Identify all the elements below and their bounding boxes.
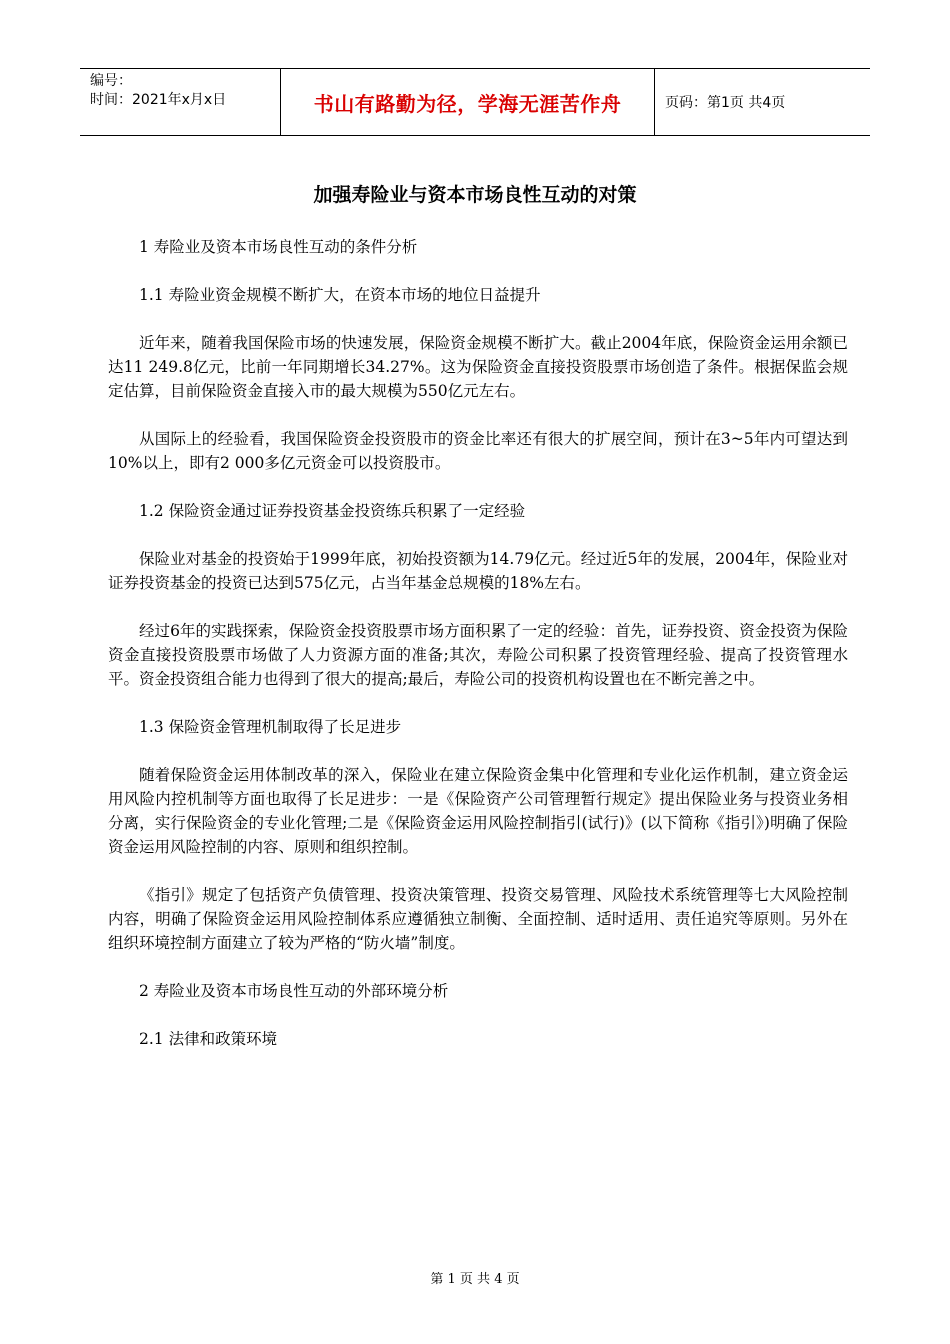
body-paragraph: 近年来，随着我国保险市场的快速发展，保险资金规模不断扩大。截止2004年底，保险资金运用余额已达11 249.8亿元，比前一年同期增长34.27%。这为保险资金直接投资股票市场创造了条件。根据保监会规定估算，目前保险资金直接入市的最大规模为550亿元左右。 xyxy=(108,334,848,400)
section-heading: 2 寿险业及资本市场良性互动的外部环境分析 xyxy=(139,982,449,1000)
subsection-heading: 1.3 保险资金管理机制取得了长足进步 xyxy=(139,718,402,736)
body-paragraph: 《指引》规定了包括资产负债管理、投资决策管理、投资交易管理、风险技术系统管理等七大风险控制内容，明确了保险资金运用风险控制体系应遵循独立制衡、全面控制、适时适用、责任追究等原则。另外在组织环境控制方面建立了较为严格的“防火墙”制度。 xyxy=(108,886,848,952)
subsection-heading: 2.1 法律和政策环境 xyxy=(139,1030,278,1048)
header-page-label: 页码：第1页 共4页 xyxy=(665,95,786,111)
body-paragraph: 从国际上的经验看，我国保险资金投资股市的资金比率还有很大的扩展空间，预计在3~5年内可望达到10%以上，即有2 000多亿元资金可以投资股市。 xyxy=(108,430,848,472)
document-title: 加强寿险业与资本市场良性互动的对策 xyxy=(313,184,637,206)
page-footer: 第 1 页 共 4 页 xyxy=(430,1272,520,1287)
subsection-heading: 1.1 寿险业资金规模不断扩大，在资本市场的地位日益提升 xyxy=(139,286,541,304)
header-meta xyxy=(80,69,281,135)
document-number-label: 编号： xyxy=(90,73,132,89)
header-motto-cell xyxy=(281,69,655,135)
document-body xyxy=(108,235,848,1051)
page-header xyxy=(80,68,870,136)
subsection-heading: 1.2 保险资金通过证券投资基金投资练兵积累了一定经验 xyxy=(139,502,526,520)
section-heading: 1 寿险业及资本市场良性互动的条件分析 xyxy=(139,238,418,256)
document-date-label: 时间：2021年x月x日 xyxy=(90,92,227,108)
header-page-cell xyxy=(655,69,870,135)
header-motto: 书山有路勤为径，学海无涯苦作舟 xyxy=(313,91,622,116)
body-paragraph: 经过6年的实践探索，保险资金投资股票市场方面积累了一定的经验：首先，证券投资、资金投资为保险资金直接投资股票市场做了人力资源方面的准备;其次，寿险公司积累了投资管理经验、提高了投资管理水平。资金投资组合能力也得到了很大的提高;最后，寿险公司的投资机构设置也在不断完善之中。 xyxy=(108,622,848,688)
body-paragraph: 保险业对基金的投资始于1999年底，初始投资额为14.79亿元。经过近5年的发展，2004年，保险业对证券投资基金的投资已达到575亿元，占当年基金总规模的18%左右。 xyxy=(108,550,848,592)
body-paragraph: 随着保险资金运用体制改革的深入，保险业在建立保险资金集中化管理和专业化运作机制，建立资金运用风险内控机制等方面也取得了长足进步：一是《保险资产公司管理暂行规定》提出保险业务与投资业务相分离，实行保险资金的专业化管理;二是《保险资金运用风险控制指引(试行)》(以下简称《指引》)明确了保险资金运用风险控制的内容、原则和组织控制。 xyxy=(108,766,848,856)
